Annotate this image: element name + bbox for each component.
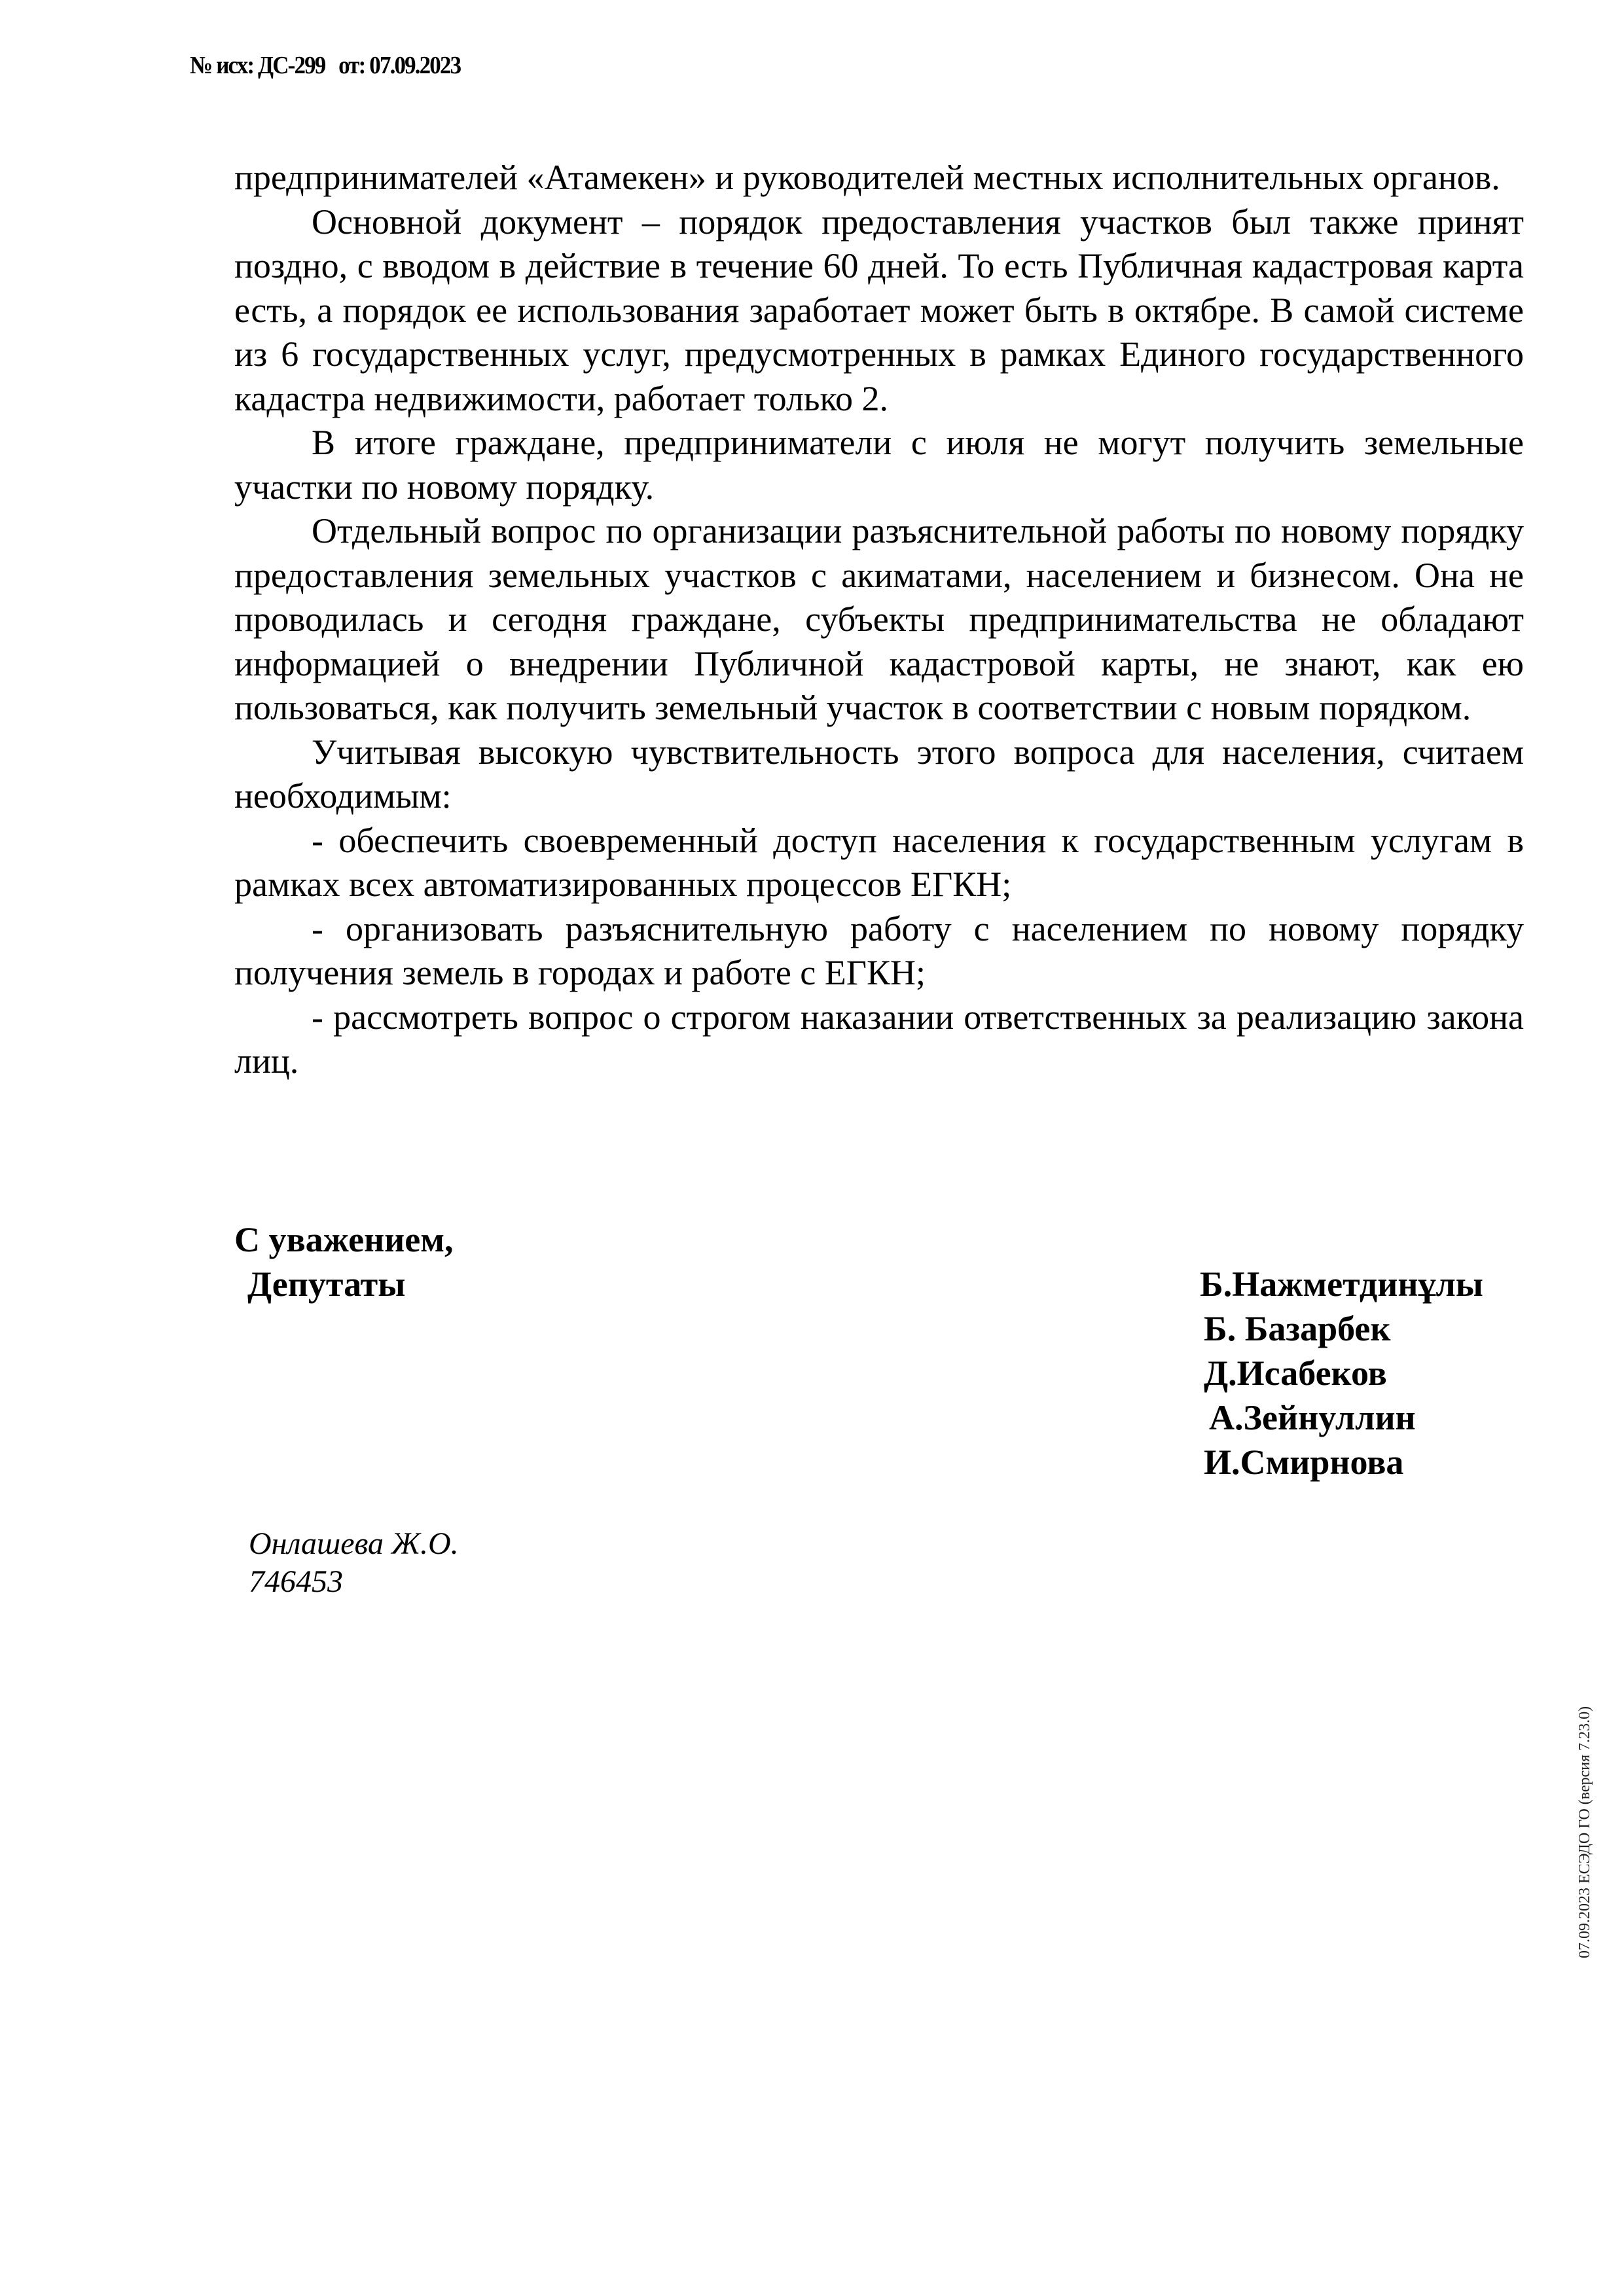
signatory-title: Депутаты xyxy=(247,1265,406,1304)
paragraph: В итоге граждане, предприниматели с июля не могут получить земельные участки по новому порядку. xyxy=(234,423,1524,507)
letter-body xyxy=(234,156,1524,1084)
signatory-name: А.Зейнуллин xyxy=(1209,1398,1416,1437)
list-item: - рассмотреть вопрос о строгом наказании ответственных за реализацию закона лиц. xyxy=(234,997,1524,1081)
regards-line: С уважением, xyxy=(234,1220,454,1259)
signatory-name: Д.Исабеков xyxy=(1204,1354,1387,1393)
system-side-note: 07.09.2023 ЕСЭДО ГО (версия 7.23.0) xyxy=(1576,1706,1593,1958)
closing-block xyxy=(234,1217,454,1306)
list-item: - организовать разъяснительную работу с населением по новому порядку получения земель в городах и работе с ЕГКН; xyxy=(234,908,1524,992)
signatory-name: И.Смирнова xyxy=(1204,1443,1404,1482)
signatory-name: Б. Базарбек xyxy=(1204,1309,1391,1348)
paragraph: Отдельный вопрос по организации разъяснительной работы по новому порядку предоставления земельных участков с акиматами, населением и бизнесом. Она не проводилась и сегодня граждане, субъекты предпринимательства не обладают информацией о внедрении Публичной кадастровой карты, не знают, как ею пользоваться, как получить земельный участок в соответствии с новым порядком. xyxy=(234,511,1524,727)
outgoing-number-stamp: № исх: ДС-299 от: 07.09.2023 xyxy=(190,52,461,79)
paragraph: Основной документ – порядок предоставления участков был также принят поздно, с вводом в действие в течение 60 дней. То есть Публичная кадастровая карта есть, а порядок ее использования заработает может быть в октябре. В самой системе из 6 государственных услуг, предусмотренных в рамках Единого государственного кадастра недвижимости, работает только 2. xyxy=(234,202,1524,418)
executor-name: Онлашева Ж.О. xyxy=(249,1526,459,1561)
signatory-list xyxy=(1200,1262,1483,1484)
executor-phone: 746453 xyxy=(249,1564,343,1599)
paragraph: Учитывая высокую чувствительность этого вопроса для населения, считаем необходимым: xyxy=(234,732,1524,816)
list-item: - обеспечить своевременный доступ населения к государственным услугам в рамках всех автоматизированных процессов ЕГКН; xyxy=(234,820,1524,904)
signatory-name: Б.Нажметдинұлы xyxy=(1200,1265,1483,1304)
executor-block xyxy=(249,1525,459,1601)
paragraph: предпринимателей «Атамекен» и руководителей местных исполнительных органов. xyxy=(234,158,1500,197)
